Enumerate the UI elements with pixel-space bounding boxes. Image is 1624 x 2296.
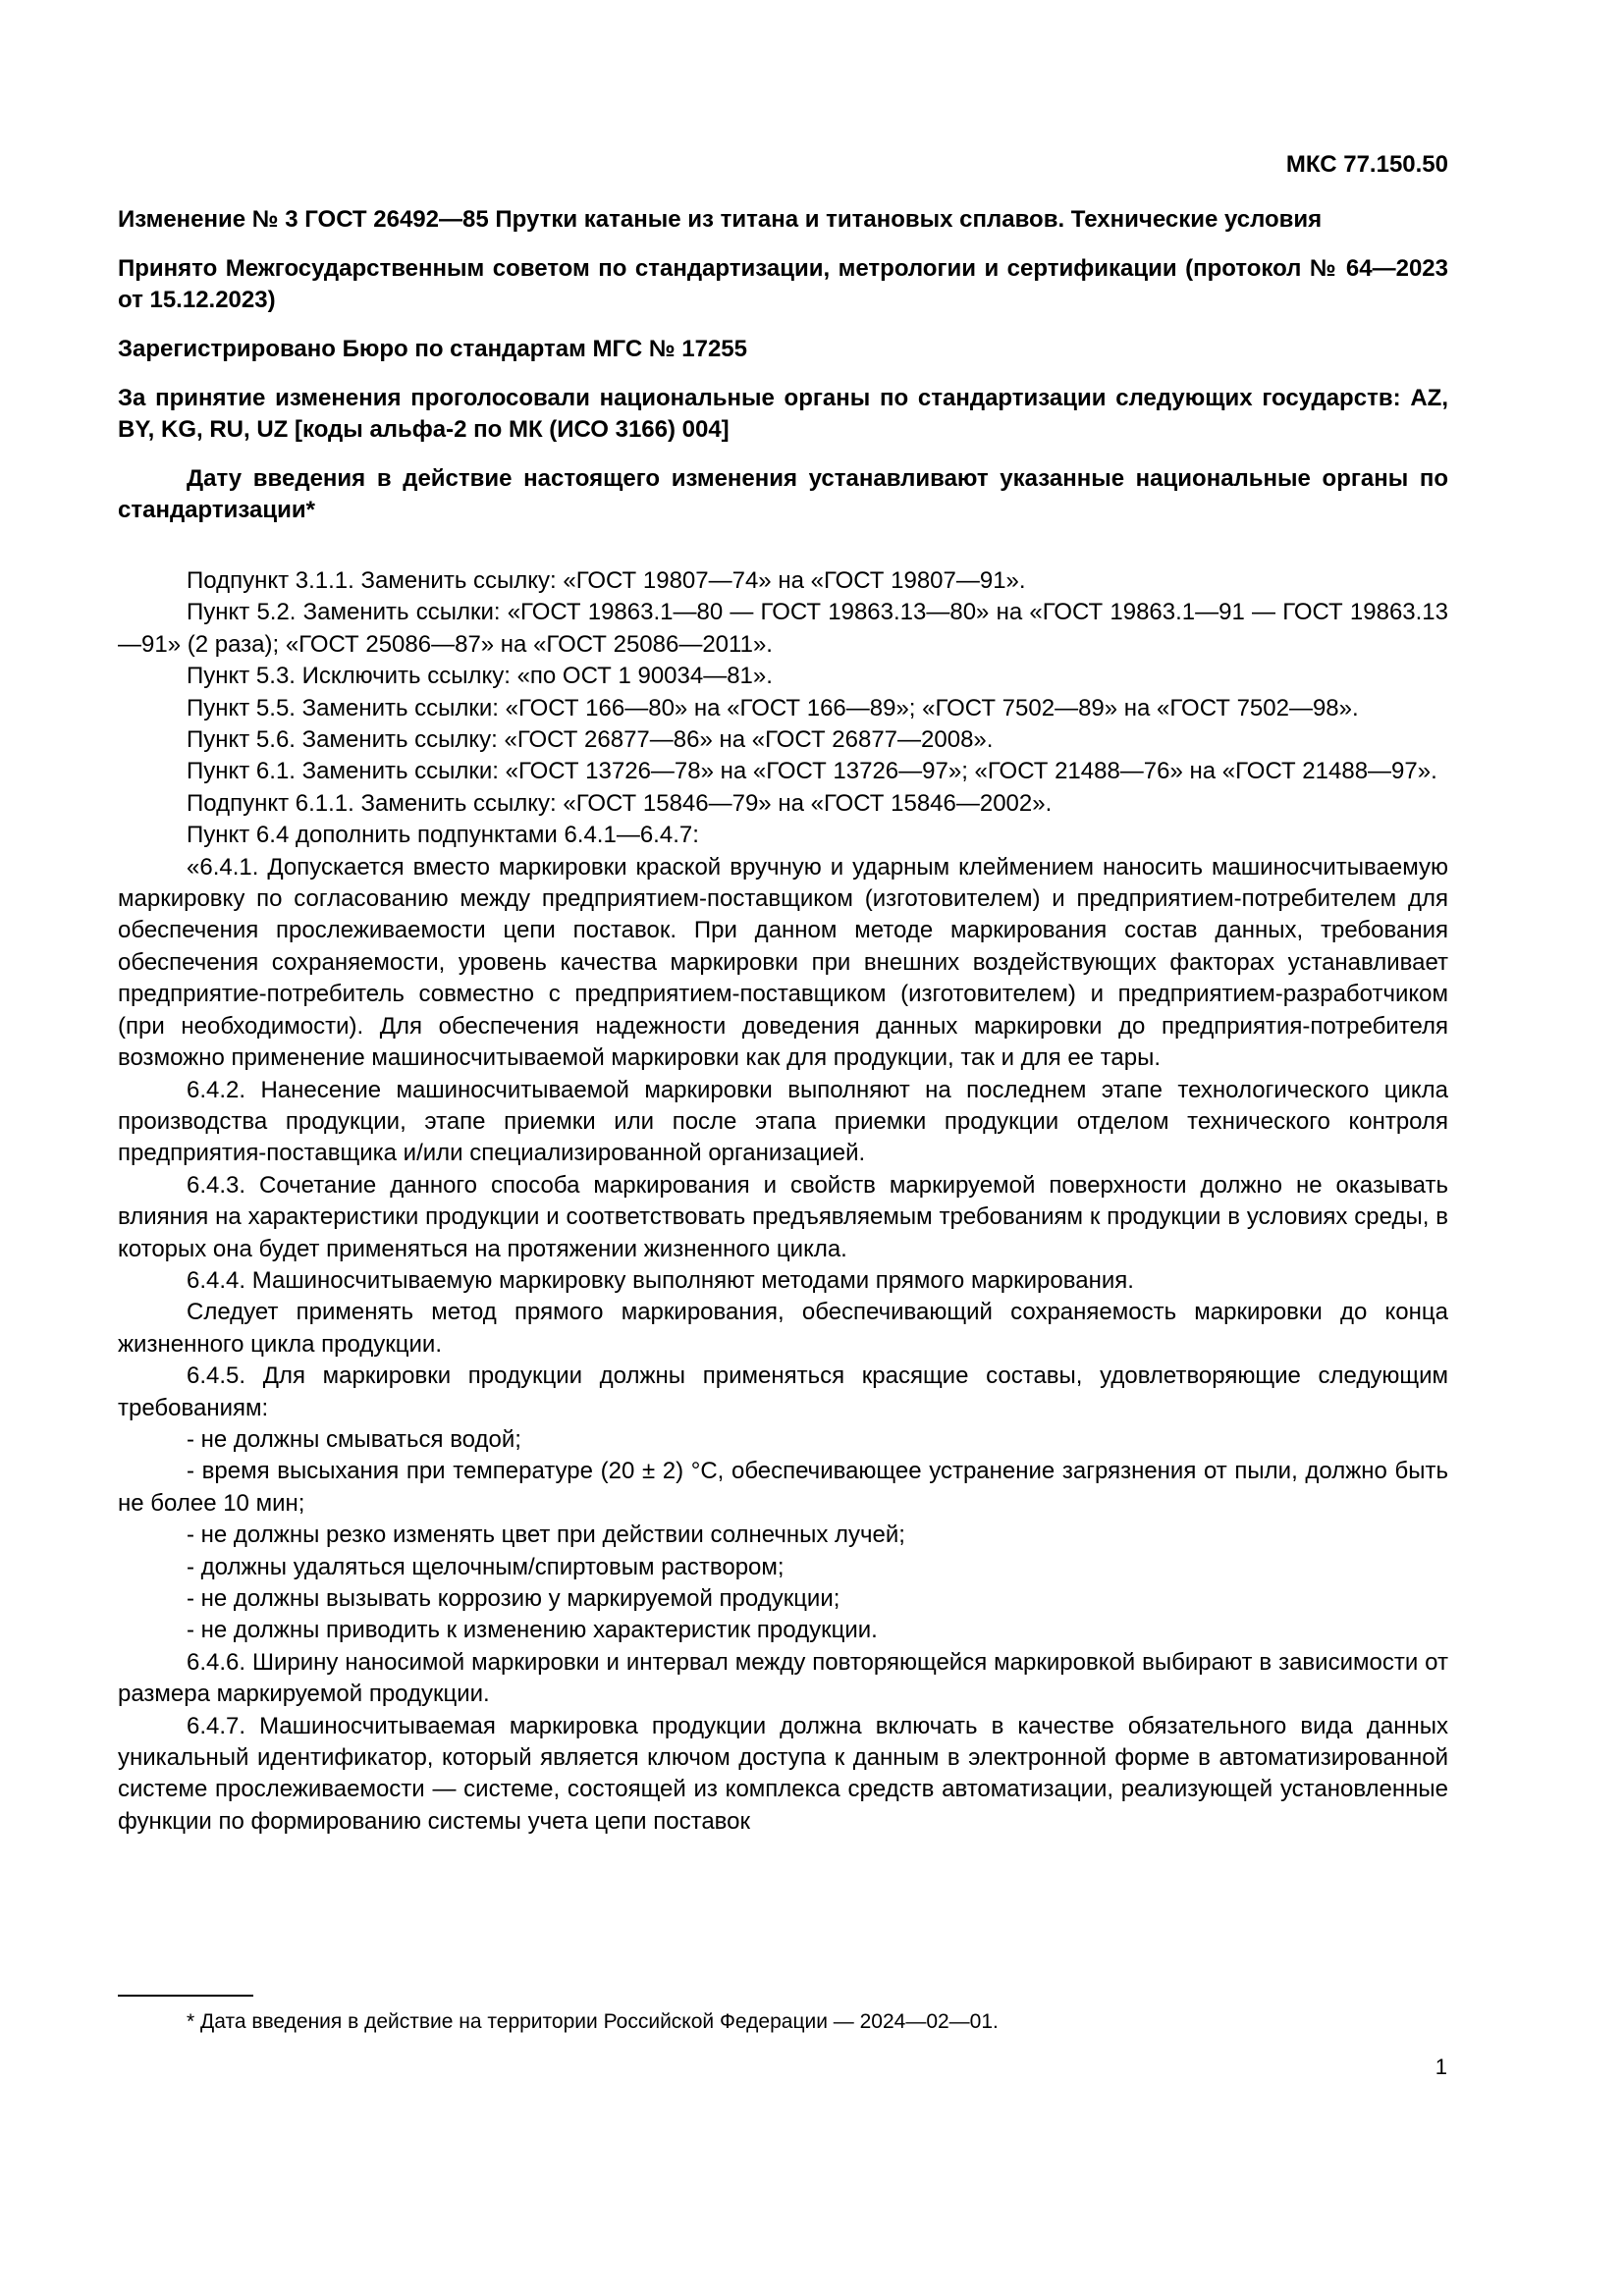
paragraph: 6.4.7. Машиносчитываемая маркировка продукции должна включать в качестве обязательного вида данных уникальный идентификатор, который является ключом доступа к данным в электронной форме в автоматизированной системе прослеживаемости — системе, состоящей из комплекса средств автоматизации, реализующей установленные функции по формированию системы учета цепи поставок: [118, 1712, 1448, 1835]
voting-countries: За принятие изменения проголосовали национальные органы по стандартизации следующих государств: AZ, BY, KG, RU, UZ [коды альфа-2 по МК (ИСО 3166) 004]: [118, 385, 1448, 443]
paragraph: 6.4.3. Сочетание данного способа маркирования и свойств маркируемой поверхности должно не оказывать влияния на характеристики продукции и соответствовать предъявляемым требованиям к продукции в условиях среды, в которых она будет применяться на протяжении жизненного цикла.: [118, 1171, 1448, 1262]
registration: Зарегистрировано Бюро по стандартам МГС № 17255: [118, 336, 747, 362]
paragraph: Подпункт 3.1.1. Заменить ссылку: «ГОСТ 19807—74» на «ГОСТ 19807—91».: [187, 567, 1026, 594]
paragraph: Пункт 5.5. Заменить ссылки: «ГОСТ 166—80» на «ГОСТ 166—89»; «ГОСТ 7502—89» на «ГОСТ 7502—98».: [187, 694, 1359, 721]
amendment-title: Изменение № 3 ГОСТ 26492—85 Прутки катаные из титана и титановых сплавов. Технические условия: [118, 206, 1323, 233]
mks-code: МКС 77.150.50: [1285, 151, 1448, 178]
list-item: - не должны вызывать коррозию у маркируемой продукции;: [187, 1585, 840, 1612]
list-item: - не должны приводить к изменению характеристик продукции.: [187, 1617, 878, 1644]
paragraph: Пункт 5.2. Заменить ссылки: «ГОСТ 19863.1—80 — ГОСТ 19863.13—80» на «ГОСТ 19863.1—91 — ГОСТ 19863.13—91» (2 раза); «ГОСТ 25086—87» на «ГОСТ 25086—2011».: [118, 599, 1448, 658]
page-number: 1: [1435, 2055, 1447, 2079]
list-item: - должны удаляться щелочным/спиртовым раствором;: [187, 1553, 785, 1580]
paragraph: 6.4.4. Машиносчитываемую маркировку выполняют методами прямого маркирования.: [187, 1266, 1134, 1294]
amendment-body: [118, 565, 1448, 1838]
adopted-by: Принято Межгосударственным советом по стандартизации, метрологии и сертификации (протокол № 64—2023 от 15.12.2023): [118, 255, 1448, 313]
paragraph: «6.4.1. Допускается вместо маркировки краской вручную и ударным клеймением наносить машиносчитываемую маркировку по согласованию между предприятием-поставщиком (изготовителем) и предприятием-потребителем для обеспечения прослеживаемости цепи поставок. При данном методе маркирования состав данных, требования обеспечения сохраняемости, уровень качества маркировки при внешних воздействующих факторах устанавливает предприятие-потребитель совместно с предприятием-поставщиком (изготовителем) и предприятием-разработчиком (при необходимости). Для обеспечения надежности доведения данных маркировки до предприятия-потребителя возможно применение машиносчитываемой маркировки как для продукции, так и для ее тары.: [118, 853, 1448, 1072]
paragraph: 6.4.2. Нанесение машиносчитываемой маркировки выполняют на последнем этапе технологического цикла производства продукции, этапе приемки или после этапа приемки продукции отделом технического контроля предприятия-поставщика и/или специализированной организацией.: [118, 1076, 1448, 1167]
paragraph: Подпункт 6.1.1. Заменить ссылку: «ГОСТ 15846—79» на «ГОСТ 15846—2002».: [187, 789, 1053, 817]
footnote: * Дата введения в действие на территории Российской Федерации — 2024—02—01.: [187, 2010, 999, 2033]
paragraph: Следует применять метод прямого маркирования, обеспечивающий сохраняемость маркировки до конца жизненного цикла продукции.: [118, 1299, 1448, 1358]
list-item: - не должны резко изменять цвет при действии солнечных лучей;: [187, 1522, 905, 1549]
paragraph: Пункт 6.4 дополнить подпунктами 6.4.1—6.4.7:: [187, 822, 699, 849]
footnote-divider: [118, 1995, 253, 1997]
effective-date-note: Дату введения в действие настоящего изменения устанавливают указанные национальные органы по стандартизации*: [118, 465, 1448, 523]
paragraph: Пункт 6.1. Заменить ссылки: «ГОСТ 13726—78» на «ГОСТ 13726—97»; «ГОСТ 21488—76» на «ГОСТ 21488—97».: [187, 758, 1437, 785]
paragraph: Пункт 5.6. Заменить ссылку: «ГОСТ 26877—86» на «ГОСТ 26877—2008».: [187, 726, 994, 754]
paragraph: Пункт 5.3. Исключить ссылку: «по ОСТ 1 90034—81».: [187, 663, 773, 690]
list-item: - не должны смываться водой;: [187, 1425, 521, 1453]
list-item: - время высыхания при температуре (20 ± 2) °С, обеспечивающее устранение загрязнения от пыли, должно быть не более 10 мин;: [118, 1458, 1448, 1517]
document-page: [118, 149, 1448, 1838]
paragraph: 6.4.6. Ширину наносимой маркировки и интервал между повторяющейся маркировкой выбирают в зависимости от размера маркируемой продукции.: [118, 1648, 1448, 1708]
paragraph: 6.4.5. Для маркировки продукции должны применяться красящие составы, удовлетворяющие следующим требованиям:: [118, 1362, 1448, 1421]
